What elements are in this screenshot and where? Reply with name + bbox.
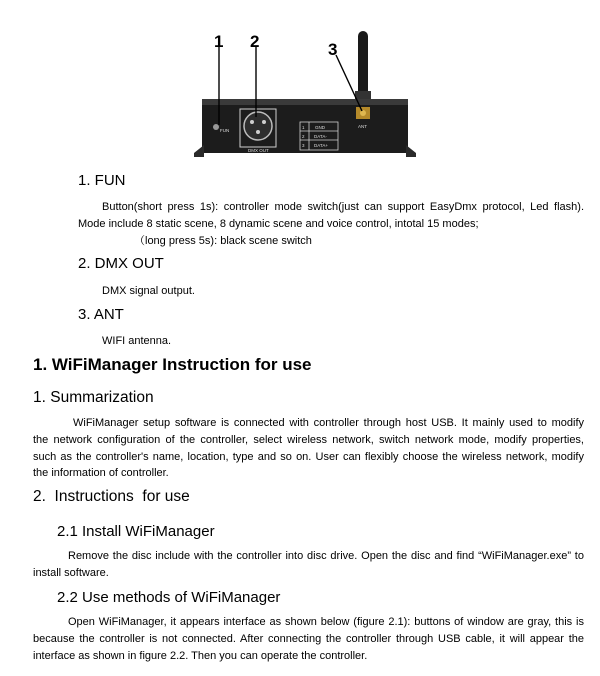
summarization-line: the network configuration of the controller, select wireless network, switch network mode, modify properties, — [33, 434, 584, 446]
item-heading-dmx-out: 2. DMX OUT — [78, 255, 164, 272]
item-heading-ant: 3. ANT — [78, 306, 124, 323]
callout-number: 2 — [250, 32, 260, 51]
left-foot — [194, 145, 204, 157]
device-front-panel — [202, 105, 408, 153]
fun-button-icon — [213, 124, 219, 130]
fun-description-line: Mode include 8 static scene, 8 dynamic scene and voice control, intotal 15 modes; — [78, 218, 479, 230]
callout-number: 1 — [214, 32, 224, 51]
pin-name: DATA+ — [314, 143, 328, 148]
summarization-line: WiFiManager setup software is connected with controller through host USB. It mainly used to modify — [73, 417, 584, 429]
item-heading-fun: 1. FUN — [78, 172, 126, 189]
ant-description: WIFI antenna. — [102, 335, 172, 347]
ant-panel-label: ANT — [358, 124, 367, 129]
methods-line: Open WiFiManager, it appears interface as shown below (figure 2.1): buttons of window are gray, this is — [68, 616, 584, 628]
right-foot — [406, 145, 416, 157]
summarization-line: such as the controller's name, location, type and so on. User can flexibly choose the wireless network, modify — [33, 451, 584, 463]
dmx-out-description: DMX signal output. — [102, 285, 195, 297]
methods-heading: 2.2 Use methods of WiFiManager — [57, 589, 281, 606]
install-heading: 2.1 Install WiFiManager — [57, 523, 215, 540]
fun-description-line: （long press 5s): black scene switch — [134, 235, 312, 247]
pin-num: 2 — [302, 134, 305, 139]
methods-line: because the controller is not connected. After connecting the controller through USB cable, it will appear the — [33, 633, 584, 645]
fun-panel-label: FUN — [220, 128, 230, 133]
summarization-heading: 1. Summarization — [33, 389, 154, 406]
pin-num: 3 — [302, 143, 305, 148]
fun-description-line: Button(short press 1s): controller mode switch(just can support EasyDmx protocol, Led flash). — [102, 201, 584, 213]
instructions-heading: 2. Instructions for use — [33, 488, 190, 505]
install-line: Remove the disc include with the controller into disc drive. Open the disc and find “WiFiManager.exe” to — [68, 550, 584, 562]
pin-name: GND — [315, 125, 325, 130]
antenna — [355, 31, 371, 101]
summarization-line: the information of controller. — [33, 467, 169, 479]
dmx-out-panel-label: DMX OUT — [248, 148, 269, 153]
device-figure — [190, 25, 420, 165]
install-line: install software. — [33, 567, 109, 579]
callout-number: 3 — [328, 40, 338, 59]
section-title: 1. WiFiManager Instruction for use — [33, 355, 312, 374]
methods-line: interface as shown in figure 2.2. Then you can operate the controller. — [33, 650, 368, 662]
ant-connector-icon — [356, 107, 370, 119]
pin-name: DATA- — [314, 134, 327, 139]
pin-num: 1 — [302, 125, 305, 130]
